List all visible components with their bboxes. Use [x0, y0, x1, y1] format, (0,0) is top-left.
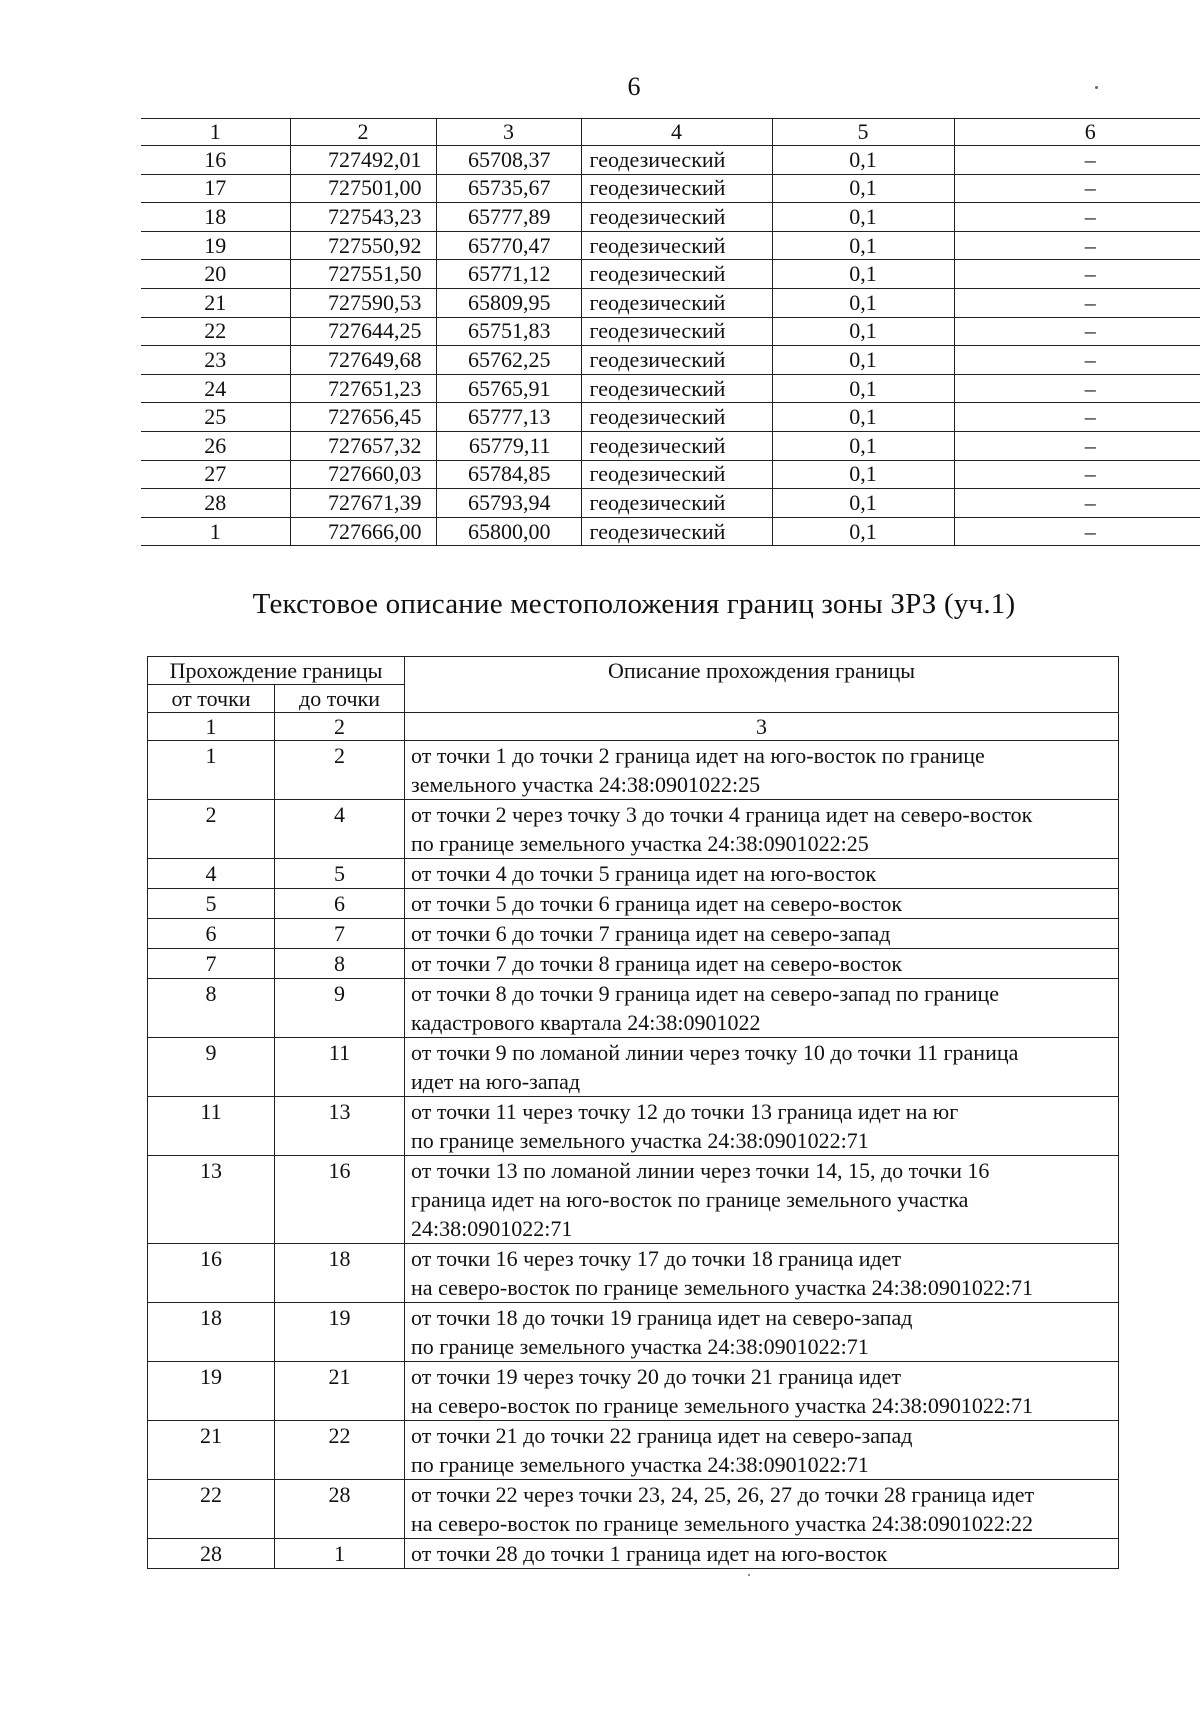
description-cell — [405, 1303, 1119, 1362]
to-point-cell: 6 — [275, 889, 405, 919]
coordinate-row — [141, 517, 1200, 546]
description-line: от точки 13 по ломаной линии через точки 14, 15, до точки 16 — [411, 1158, 990, 1183]
method-cell: геодезический — [581, 317, 772, 346]
description-cell — [405, 859, 1119, 889]
method-cell: геодезический — [581, 431, 772, 460]
coordinate-row — [141, 403, 1200, 432]
to-point-cell: 8 — [275, 949, 405, 979]
note-cell: – — [954, 489, 1200, 518]
description-cell — [405, 1421, 1119, 1480]
description-line: от точки 19 через точку 20 до точки 21 граница идет — [411, 1364, 902, 1389]
method-cell: геодезический — [581, 146, 772, 175]
point-number-cell: 21 — [141, 288, 290, 317]
section-title: Текстовое описание местоположения границ зоны ЗРЗ (уч.1) — [252, 588, 1016, 620]
to-point-cell: 22 — [275, 1421, 405, 1480]
to-point-cell: 13 — [275, 1097, 405, 1156]
y-coordinate-cell: 65779,11 — [436, 431, 581, 460]
y-coordinate-cell: 65751,83 — [436, 317, 581, 346]
description-cell — [405, 1480, 1119, 1539]
boundary-row — [148, 1421, 1119, 1480]
point-number-cell: 1 — [141, 517, 290, 546]
boundary-row — [148, 800, 1119, 859]
description-line: от точки 7 до точки 8 граница идет на северо-восток — [411, 951, 903, 976]
method-cell: геодезический — [581, 460, 772, 489]
description-cell — [405, 919, 1119, 949]
accuracy-cell: 0,1 — [772, 203, 954, 232]
from-point-cell: 28 — [148, 1539, 275, 1569]
desc-head-row-1 — [148, 657, 1119, 685]
description-cell — [405, 949, 1119, 979]
description-line: идет на юго-запад — [411, 1069, 581, 1094]
x-coordinate-cell: 727644,25 — [290, 317, 436, 346]
to-point-cell: 5 — [275, 859, 405, 889]
boundary-row — [148, 859, 1119, 889]
accuracy-cell: 0,1 — [772, 174, 954, 203]
x-coordinate-cell: 727550,92 — [290, 231, 436, 260]
x-coordinate-cell: 727671,39 — [290, 489, 436, 518]
page-number: 6 — [627, 72, 641, 101]
boundary-row — [148, 1244, 1119, 1303]
description-cell — [405, 1097, 1119, 1156]
note-cell: – — [954, 374, 1200, 403]
boundary-row — [148, 919, 1119, 949]
to-point-cell: 19 — [275, 1303, 405, 1362]
from-point-cell: 18 — [148, 1303, 275, 1362]
description-line: земельного участка 24:38:0901022:25 — [411, 772, 761, 797]
to-point-cell: 9 — [275, 979, 405, 1038]
y-coordinate-cell: 65793,94 — [436, 489, 581, 518]
description-line: от точки 1 до точки 2 граница идет на юго-восток по границе — [411, 743, 985, 768]
accuracy-cell: 0,1 — [772, 431, 954, 460]
description-cell — [405, 889, 1119, 919]
description-cell — [405, 800, 1119, 859]
description-line: от точки 2 через точку 3 до точки 4 граница идет на северо-восток — [411, 802, 1033, 827]
description-line: от точки 21 до точки 22 граница идет на северо-запад — [411, 1423, 913, 1448]
from-point-cell: 8 — [148, 979, 275, 1038]
method-cell: геодезический — [581, 374, 772, 403]
method-cell: геодезический — [581, 517, 772, 546]
boundary-row — [148, 979, 1119, 1038]
description-line: по границе земельного участка 24:38:0901022:71 — [411, 1334, 869, 1359]
point-number-cell: 24 — [141, 374, 290, 403]
to-point-cell: 18 — [275, 1244, 405, 1303]
note-cell: – — [954, 346, 1200, 375]
y-coordinate-cell: 65809,95 — [436, 288, 581, 317]
y-coordinate-cell: 65800,00 — [436, 517, 581, 546]
point-number-cell: 26 — [141, 431, 290, 460]
coordinate-row — [141, 489, 1200, 518]
coordinate-row — [141, 146, 1200, 175]
description-cell — [405, 979, 1119, 1038]
description-line: от точки 6 до точки 7 граница идет на северо-запад — [411, 921, 891, 946]
x-coordinate-cell: 727501,00 — [290, 174, 436, 203]
note-cell: – — [954, 174, 1200, 203]
description-cell — [405, 1244, 1119, 1303]
description-line: от точки 18 до точки 19 граница идет на северо-запад — [411, 1305, 913, 1330]
from-point-cell: 9 — [148, 1038, 275, 1097]
desc-column-number-3: 3 — [405, 713, 1119, 741]
x-coordinate-cell: 727551,50 — [290, 260, 436, 289]
point-number-cell: 28 — [141, 489, 290, 518]
to-point-cell: 7 — [275, 919, 405, 949]
x-coordinate-cell: 727651,23 — [290, 374, 436, 403]
from-point-cell: 21 — [148, 1421, 275, 1480]
column-number-3: 3 — [436, 119, 581, 146]
accuracy-cell: 0,1 — [772, 374, 954, 403]
method-cell: геодезический — [581, 260, 772, 289]
method-cell: геодезический — [581, 174, 772, 203]
description-cell — [405, 1156, 1119, 1244]
y-coordinate-cell: 65708,37 — [436, 146, 581, 175]
accuracy-cell: 0,1 — [772, 460, 954, 489]
boundary-row — [148, 1539, 1119, 1569]
boundary-row — [148, 889, 1119, 919]
scan-speck — [1095, 86, 1098, 89]
coordinate-row — [141, 288, 1200, 317]
boundary-row — [148, 1362, 1119, 1421]
to-point-cell: 2 — [275, 741, 405, 800]
accuracy-cell: 0,1 — [772, 489, 954, 518]
head-from-point: от точки — [148, 685, 275, 713]
description-line: граница идет на юго-восток по границе земельного участка — [411, 1187, 969, 1212]
point-number-cell: 18 — [141, 203, 290, 232]
x-coordinate-cell: 727656,45 — [290, 403, 436, 432]
note-cell: – — [954, 317, 1200, 346]
y-coordinate-cell: 65777,13 — [436, 403, 581, 432]
from-point-cell: 1 — [148, 741, 275, 800]
coordinate-row — [141, 431, 1200, 460]
point-number-cell: 27 — [141, 460, 290, 489]
y-coordinate-cell: 65777,89 — [436, 203, 581, 232]
coordinate-row — [141, 260, 1200, 289]
to-point-cell: 4 — [275, 800, 405, 859]
coordinate-row — [141, 460, 1200, 489]
column-number-2: 2 — [290, 119, 436, 146]
from-point-cell: 22 — [148, 1480, 275, 1539]
description-line: от точки 5 до точки 6 граница идет на северо-восток — [411, 891, 903, 916]
boundary-description-body — [148, 657, 1119, 1569]
point-number-cell: 17 — [141, 174, 290, 203]
y-coordinate-cell: 65735,67 — [436, 174, 581, 203]
x-coordinate-cell: 727666,00 — [290, 517, 436, 546]
to-point-cell: 16 — [275, 1156, 405, 1244]
accuracy-cell: 0,1 — [772, 146, 954, 175]
column-number-4: 4 — [581, 119, 772, 146]
description-line: от точки 28 до точки 1 граница идет на юго-восток — [411, 1541, 888, 1566]
note-cell: – — [954, 431, 1200, 460]
from-point-cell: 4 — [148, 859, 275, 889]
x-coordinate-cell: 727492,01 — [290, 146, 436, 175]
boundary-row — [148, 1303, 1119, 1362]
coordinate-row — [141, 317, 1200, 346]
description-line: от точки 9 по ломаной линии через точку 10 до точки 11 граница — [411, 1040, 1019, 1065]
boundary-row — [148, 1156, 1119, 1244]
coordinates-table-body — [141, 119, 1200, 546]
boundary-row — [148, 949, 1119, 979]
x-coordinate-cell: 727543,23 — [290, 203, 436, 232]
x-coordinate-cell: 727657,32 — [290, 431, 436, 460]
to-point-cell: 28 — [275, 1480, 405, 1539]
note-cell: – — [954, 146, 1200, 175]
accuracy-cell: 0,1 — [772, 346, 954, 375]
description-line: от точки 22 через точки 23, 24, 25, 26, 27 до точки 28 граница идет — [411, 1482, 1035, 1507]
y-coordinate-cell: 65771,12 — [436, 260, 581, 289]
accuracy-cell: 0,1 — [772, 317, 954, 346]
point-number-cell: 22 — [141, 317, 290, 346]
accuracy-cell: 0,1 — [772, 288, 954, 317]
method-cell: геодезический — [581, 288, 772, 317]
head-description: Описание прохождения границы — [405, 657, 1119, 713]
accuracy-cell: 0,1 — [772, 260, 954, 289]
point-number-cell: 20 — [141, 260, 290, 289]
coordinates-table — [141, 118, 1200, 546]
method-cell: геодезический — [581, 231, 772, 260]
y-coordinate-cell: 65784,85 — [436, 460, 581, 489]
accuracy-cell: 0,1 — [772, 517, 954, 546]
note-cell: – — [954, 231, 1200, 260]
method-cell: геодезический — [581, 346, 772, 375]
column-number-5: 5 — [772, 119, 954, 146]
desc-number-row — [148, 713, 1119, 741]
coordinate-row — [141, 346, 1200, 375]
note-cell: – — [954, 288, 1200, 317]
note-cell: – — [954, 460, 1200, 489]
x-coordinate-cell: 727590,53 — [290, 288, 436, 317]
y-coordinate-cell: 65765,91 — [436, 374, 581, 403]
x-coordinate-cell: 727649,68 — [290, 346, 436, 375]
y-coordinate-cell: 65770,47 — [436, 231, 581, 260]
desc-column-number-2: 2 — [275, 713, 405, 741]
description-cell — [405, 1038, 1119, 1097]
coordinate-row — [141, 231, 1200, 260]
description-line: по границе земельного участка 24:38:0901022:25 — [411, 831, 869, 856]
boundary-description-table — [147, 656, 1119, 1569]
note-cell: – — [954, 403, 1200, 432]
method-cell: геодезический — [581, 203, 772, 232]
from-point-cell: 19 — [148, 1362, 275, 1421]
from-point-cell: 5 — [148, 889, 275, 919]
coordinate-row — [141, 374, 1200, 403]
description-line: на северо-восток по границе земельного участка 24:38:0901022:71 — [411, 1393, 1033, 1418]
column-number-1: 1 — [141, 119, 290, 146]
boundary-row — [148, 1038, 1119, 1097]
to-point-cell: 1 — [275, 1539, 405, 1569]
from-point-cell: 6 — [148, 919, 275, 949]
description-line: от точки 16 через точку 17 до точки 18 граница идет — [411, 1246, 902, 1271]
description-cell — [405, 1539, 1119, 1569]
from-point-cell: 11 — [148, 1097, 275, 1156]
description-cell — [405, 1362, 1119, 1421]
column-number-6: 6 — [954, 119, 1200, 146]
point-number-cell: 19 — [141, 231, 290, 260]
point-number-cell: 16 — [141, 146, 290, 175]
scan-speck — [748, 1574, 750, 1576]
point-number-cell: 23 — [141, 346, 290, 375]
boundary-row — [148, 1097, 1119, 1156]
description-line: кадастрового квартала 24:38:0901022 — [411, 1010, 761, 1035]
description-line: от точки 8 до точки 9 граница идет на северо-запад по границе — [411, 981, 1000, 1006]
method-cell: геодезический — [581, 489, 772, 518]
coordinate-row — [141, 174, 1200, 203]
boundary-row — [148, 1480, 1119, 1539]
head-to-point: до точки — [275, 685, 405, 713]
description-line: 24:38:0901022:71 — [411, 1216, 573, 1241]
description-line: по границе земельного участка 24:38:0901022:71 — [411, 1452, 869, 1477]
accuracy-cell: 0,1 — [772, 403, 954, 432]
from-point-cell: 13 — [148, 1156, 275, 1244]
from-point-cell: 16 — [148, 1244, 275, 1303]
point-number-cell: 25 — [141, 403, 290, 432]
boundary-row — [148, 741, 1119, 800]
description-line: на северо-восток по границе земельного участка 24:38:0901022:22 — [411, 1511, 1033, 1536]
note-cell: – — [954, 203, 1200, 232]
x-coordinate-cell: 727660,03 — [290, 460, 436, 489]
accuracy-cell: 0,1 — [772, 231, 954, 260]
description-cell — [405, 741, 1119, 800]
description-line: по границе земельного участка 24:38:0901022:71 — [411, 1128, 869, 1153]
description-line: от точки 4 до точки 5 граница идет на юго-восток — [411, 861, 877, 886]
note-cell: – — [954, 260, 1200, 289]
method-cell: геодезический — [581, 403, 772, 432]
y-coordinate-cell: 65762,25 — [436, 346, 581, 375]
to-point-cell: 11 — [275, 1038, 405, 1097]
coordinate-row — [141, 203, 1200, 232]
head-boundary-passage: Прохождение границы — [148, 657, 405, 685]
desc-column-number-1: 1 — [148, 713, 275, 741]
coordinates-header-row — [141, 119, 1200, 146]
to-point-cell: 21 — [275, 1362, 405, 1421]
from-point-cell: 7 — [148, 949, 275, 979]
description-line: от точки 11 через точку 12 до точки 13 граница идет на юг — [411, 1099, 959, 1124]
from-point-cell: 2 — [148, 800, 275, 859]
note-cell: – — [954, 517, 1200, 546]
description-line: на северо-восток по границе земельного участка 24:38:0901022:71 — [411, 1275, 1033, 1300]
